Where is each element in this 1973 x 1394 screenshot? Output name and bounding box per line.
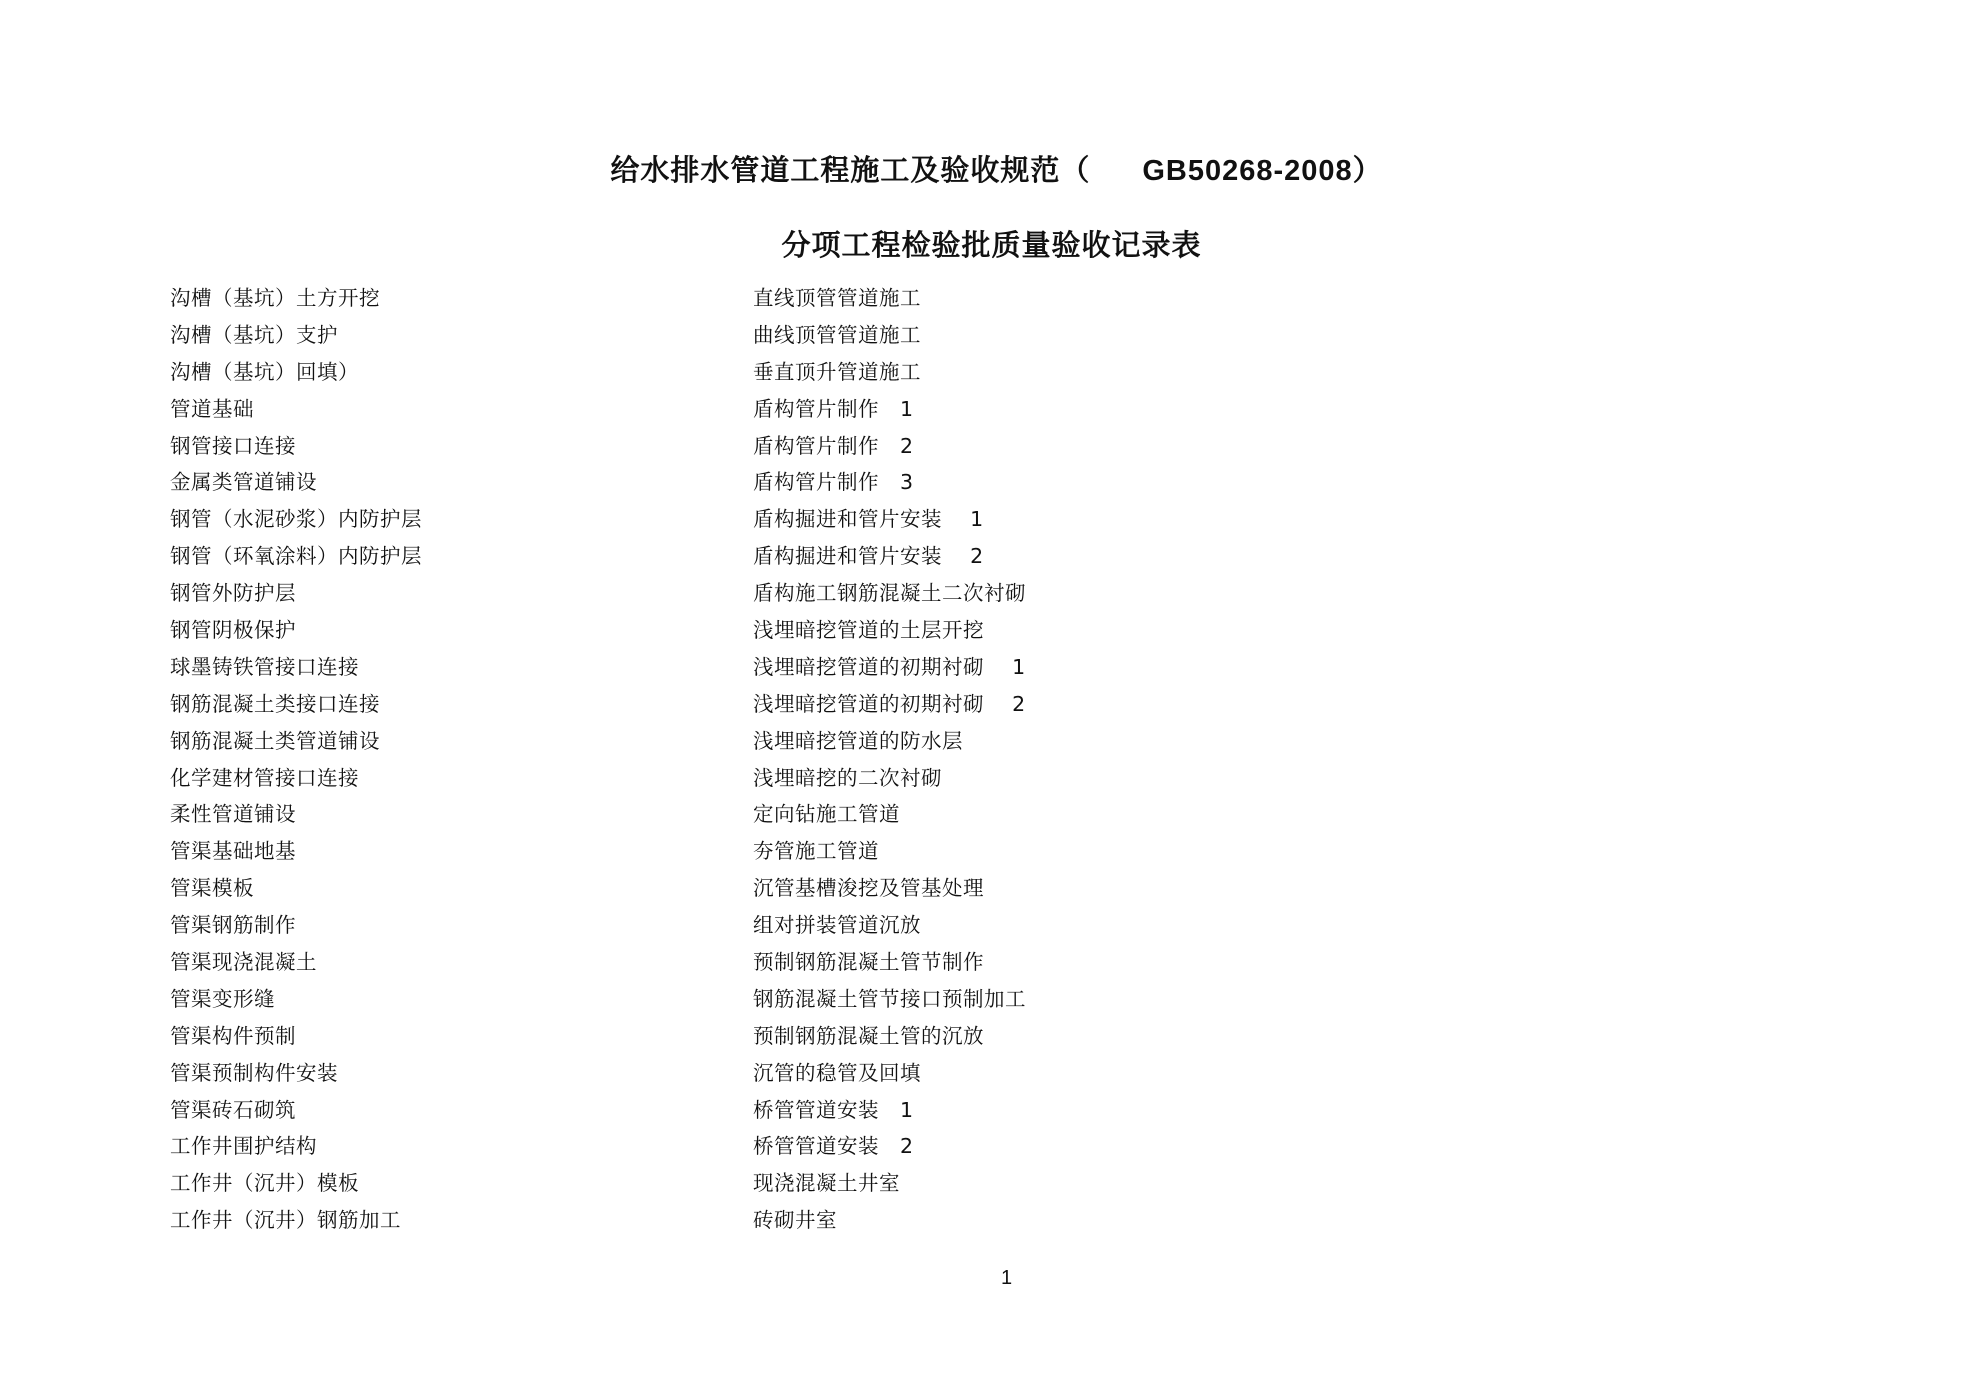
- list-item: 管渠预制构件安装: [170, 1060, 338, 1085]
- list-item: 沟槽（基坑）土方开挖: [170, 286, 380, 310]
- list-item: 浅埋暗挖管道的土层开挖: [753, 618, 984, 643]
- list-item: 沉管基槽浚挖及管基处理: [753, 876, 984, 901]
- list-item: 盾构管片制作 2: [753, 433, 914, 458]
- title-close-paren: ）: [1352, 153, 1383, 187]
- page-number: 1: [1000, 1267, 1013, 1289]
- list-item: 桥管管道安装 1: [753, 1097, 914, 1122]
- list-item: 管道基础: [170, 396, 254, 421]
- list-item: 钢筋混凝土类管道铺设: [170, 728, 380, 753]
- list-item: 浅埋暗挖管道的初期衬砌 2: [753, 691, 1026, 716]
- list-item: 盾构掘进和管片安装 2: [753, 544, 984, 569]
- list-item: 定向钻施工管道: [753, 802, 900, 827]
- list-item: 组对拼装管道沉放: [753, 913, 921, 938]
- list-item: 浅埋暗挖的二次衬砌: [753, 765, 942, 790]
- list-item: 管渠变形缝: [170, 986, 275, 1011]
- list-item: 盾构掘进和管片安装 1: [753, 507, 984, 532]
- document-title: [0, 148, 1973, 189]
- list-item: 盾构施工钢筋混凝土二次衬砌: [753, 581, 1026, 606]
- title-text: 给水排水管道工程施工及验收规范（: [610, 153, 1091, 187]
- left-item-list: [170, 283, 422, 1242]
- list-item: 垂直顶升管道施工: [753, 359, 921, 384]
- list-item: 管渠基础地基: [170, 839, 296, 864]
- list-item: 曲线顶管管道施工: [753, 322, 921, 347]
- list-item: 工作井围护结构: [170, 1134, 317, 1159]
- list-item: 直线顶管管道施工: [753, 286, 921, 310]
- list-item: 管渠构件预制: [170, 1023, 296, 1048]
- list-item: 盾构管片制作 1: [753, 396, 914, 421]
- list-item: 钢管（水泥砂浆）内防护层: [170, 507, 422, 532]
- list-item: 管渠钢筋制作: [170, 913, 296, 938]
- right-item-list: [753, 283, 1026, 1242]
- list-item: 金属类管道铺设: [170, 470, 317, 495]
- title-standard-code: GB50268-2008: [1142, 155, 1353, 187]
- list-item: 沟槽（基坑）回填）: [170, 359, 359, 384]
- list-item: 管渠砖石砌筑: [170, 1097, 296, 1122]
- list-item: 预制钢筋混凝土管的沉放: [753, 1023, 984, 1048]
- list-item: 浅埋暗挖管道的初期衬砌 1: [753, 654, 1026, 679]
- list-item: 砖砌井室: [753, 1208, 837, 1233]
- list-item: 钢管外防护层: [170, 581, 296, 606]
- list-item: 预制钢筋混凝土管节制作: [753, 950, 984, 975]
- list-item: 桥管管道安装 2: [753, 1134, 914, 1159]
- list-item: 钢管阴极保护: [170, 618, 296, 643]
- list-item: 管渠模板: [170, 876, 254, 901]
- list-item: 夯管施工管道: [753, 839, 879, 864]
- list-item: 化学建材管接口连接: [170, 765, 359, 790]
- list-item: 钢筋混凝土管节接口预制加工: [753, 986, 1026, 1011]
- list-item: 钢筋混凝土类接口连接: [170, 691, 380, 716]
- list-item: 管渠现浇混凝土: [170, 950, 317, 975]
- list-item: 沟槽（基坑）支护: [170, 322, 338, 347]
- list-item: 工作井（沉井）模板: [170, 1171, 359, 1196]
- list-item: 柔性管道铺设: [170, 802, 296, 827]
- document-subtitle: 分项工程检验批质量验收记录表: [781, 228, 1202, 262]
- list-item: 沉管的稳管及回填: [753, 1060, 921, 1085]
- list-item: 现浇混凝土井室: [753, 1171, 900, 1196]
- list-item: 浅埋暗挖管道的防水层: [753, 728, 963, 753]
- list-item: 工作井（沉井）钢筋加工: [170, 1208, 401, 1233]
- list-item: 钢管（环氧涂料）内防护层: [170, 544, 422, 569]
- list-item: 盾构管片制作 3: [753, 470, 914, 495]
- list-item: 球墨铸铁管接口连接: [170, 654, 359, 679]
- list-item: 钢管接口连接: [170, 433, 296, 458]
